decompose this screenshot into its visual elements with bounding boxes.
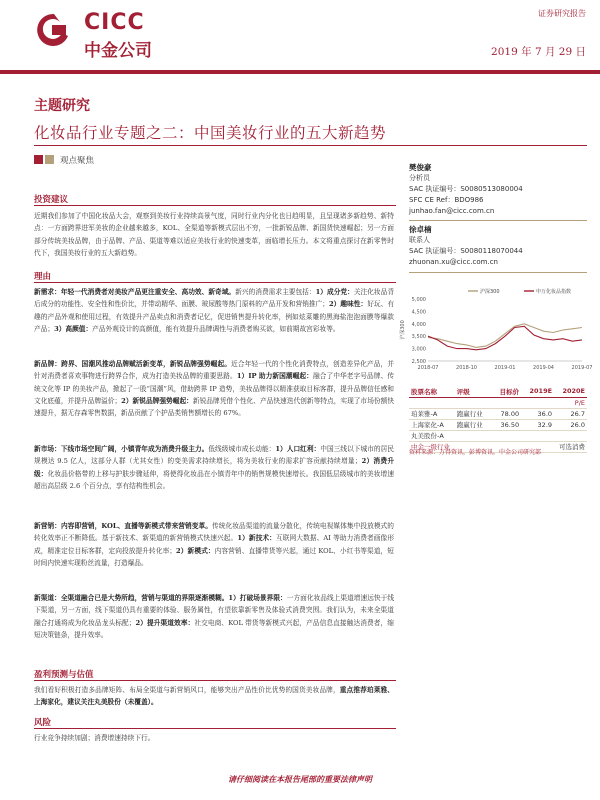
analyst-name: 樊俊豪: [409, 163, 432, 172]
reason-new-market: [34, 443, 394, 492]
table-cell: [492, 430, 521, 441]
reason-bold: 1）成分党：: [315, 288, 354, 296]
cicc-logo-mark: [34, 10, 74, 50]
reason-text: 新锐品牌凭借个性化、产品快速迭代创新等特点，实现了市场份额快速提升，据无存森零售数据，新品贡献了个护品类销售额增长的 67%。: [34, 396, 395, 418]
analyst-name: 徐卓楠: [409, 225, 432, 234]
tag-marker-gold: [45, 155, 54, 164]
investment-paragraph: 近期我们参加了中国化妆品大会，观察到美妆行业持续高景气度，同时行业内分化也日趋明显，且呈现诸多新趋势、新特点：一方面跨界进军美妆的企业越来越多，KOL、全渠道等新模式层出不穷，一批新锐品牌、新国货快速崛起；另一方面部分传统美妆品牌，由于品牌、产品、渠道等难以适应美妆行业的快速变革，面临增长压力。本文将重点探讨在新零售时代下，我国美妆行业的五大新趋势。: [34, 212, 394, 257]
section-heading-reasons: 理由: [34, 272, 52, 282]
forecast-text: 我们看好积极打造多品牌矩阵、布局全渠道与新营销风口，能够突出产品性价比优势的国货美妆品牌，: [34, 686, 340, 694]
section-heading-investment: 投资建议: [34, 195, 69, 205]
analyst-block-2: [409, 224, 523, 268]
legend-label: 沪深300: [480, 289, 500, 295]
reason-text: 新兴的消费需求主要包括：: [235, 288, 316, 296]
table-header-cell: 目标价: [492, 386, 521, 397]
analyst-sac: SAC 执证编号：S0080513080004: [409, 185, 523, 193]
table-cell: [455, 430, 492, 441]
y-tick-label: 2,500: [411, 359, 426, 365]
reason-bold: 1）新技术：: [237, 534, 276, 543]
section-heading-risk: 风险: [34, 718, 52, 728]
reason-bold: 1）IP 助力新国潮崛起：: [236, 372, 313, 381]
reason-text: 近合年轻一代的个性化消费特点，创造差异化产品，并针对消费者喜欢事物进行跨界合作，成为打造美妆品牌的重要思路。: [34, 360, 395, 381]
y-tick-label: 4,500: [411, 309, 426, 316]
table-header-row: [409, 386, 587, 397]
table-cell: 珀莱雅-A: [409, 408, 455, 419]
report-category: 主题研究: [34, 98, 90, 114]
table-cell: 32.9: [521, 419, 554, 430]
table-cell: [554, 430, 587, 441]
reason-bold: 新渠道：全渠道融合已是大势所趋，营销与渠道的界限逐渐模糊。1）打破场景界限：: [34, 594, 287, 602]
analyst-role: 分析员: [409, 174, 430, 182]
y-tick-label: 3,500: [411, 334, 426, 341]
legal-footer: 请仔细阅读在本报告尾部的重要法律声明: [228, 774, 372, 784]
tag-label: 观点聚焦: [60, 156, 95, 166]
table-header-cell: 2020E: [554, 386, 587, 397]
reason-bold: 新需求：年轻一代消费者对美妆产品更注重安全、高功效、新奇域。: [34, 288, 236, 296]
reason-text: 融合了中华老字号品牌、传统文化等 IP 的美妆产品，掀起了一股“国潮”风，借助跨界 IP 造势，美妆品牌得以精准获取目标客群，提升品牌信任感和文化底蕴，并提升品牌溢价；: [34, 372, 395, 405]
section-divider: [34, 205, 396, 206]
reason-text: 一方面化妆品线上渠道增速远快于线下渠道，另一方面，线下渠道仍具有重要的体验、服务属性，有望依靠新零售及体验式消费突围。我们认为，未来全渠道融合打通将成为化妆品龙头标配；: [34, 594, 395, 627]
legend-label: 申万化妆品指数: [536, 289, 572, 295]
x-tick-label: 2019-01: [494, 365, 516, 371]
x-tick-label: 2018-07: [417, 365, 439, 371]
reason-bold: 新营销：内容即营销，KOL、直播等新模式带来营销变革。: [34, 522, 213, 530]
table-row: [409, 419, 587, 430]
analyst-role: 联系人: [409, 236, 430, 244]
table-header-cell: 评级: [455, 386, 492, 397]
section-heading-forecast: 盈利预测与估值: [34, 670, 94, 680]
section-divider: [34, 680, 396, 681]
reason-text: 化妆品价格带的上移与护肤步骤延伸，将使得化妆品在小镇青年中的销售规模快速增长。我国低层级城市的美妆增速超出高层级 2.6 个百分点，享有结构性机会。: [34, 469, 395, 490]
reason-text: 内容营销、直播带货等兴起，通过 KOL、小红书等渠道，短时间内快速实现粉丝流量，打造爆品。: [34, 546, 394, 567]
x-tick-label: 2019-07: [571, 365, 593, 371]
table-cell: 跑赢行业: [455, 408, 492, 419]
forecast-bold: 重点推荐珀莱雅、上海家化，建议关注丸美股份（未覆盖）。: [34, 686, 394, 707]
reason-bold: 2）趣味性：: [329, 300, 368, 309]
risk-paragraph: 行业竞争持续加剧；消费增速持续下行。: [34, 734, 155, 742]
table-cell: 78.00: [492, 408, 521, 419]
reason-bold: 新市场：下线市场空间广阔，小镇青年成为消费升级主力。: [34, 445, 209, 453]
y-tick-label: 3,000: [411, 346, 426, 353]
analyst-email[interactable]: zhuonan.xu@cicc.com.cn: [409, 258, 498, 266]
reason-new-brand: [34, 358, 394, 419]
industry-label: 中金一级行业: [409, 441, 492, 452]
table-cell: 26.0: [554, 419, 587, 430]
table-cell: 36.50: [492, 419, 521, 430]
analyst-sac: SAC 执证编号：S0080118070044: [409, 247, 523, 255]
industry-value: 可选消费: [492, 441, 587, 452]
reason-text: 低线级城市成长动能：: [208, 445, 276, 453]
index-performance-chart: [398, 285, 593, 375]
reason-new-demand: [34, 286, 394, 335]
reason-text: 中国三线以下城市的居民规模达 9.5 亿人，这部分人群（尤其女性）的变美需求持续增长，将为美妆行业的需求扩容贡献持续增量；: [34, 445, 395, 466]
tag-marker-red: [34, 155, 43, 164]
y-axis-label: 沪深300: [400, 320, 406, 340]
header-divider: [0, 70, 600, 74]
reason-text: 互联网大数据、AI 等助力消费者画像形成，精准定位目标客群，定向投放提升转化率；: [34, 534, 395, 555]
y-tick-label: 4,000: [411, 321, 426, 328]
logo-text-cn: 中金公司: [84, 41, 152, 61]
logo-text-en: CICC: [84, 10, 145, 35]
table-cell: 跑赢行业: [455, 419, 492, 430]
section-divider: [34, 282, 396, 283]
reason-bold: 2）新模式：: [176, 546, 215, 555]
reason-text: 好玩、有趣的产品外观和使用过程，有效提升产品卖点和消费者记忆，促进销售提升转化率，例如炫菜雕的黑海盐泡泡面膜等爆款产品；: [34, 300, 395, 333]
report-date: 2019 年 7 月 29 日: [491, 46, 586, 58]
reason-text: 关注化妆品背后成分的功能性、安全性和性价比，并带动精华、面膜、玻尿酸等热门原料的产品开发和营销推广；: [34, 288, 395, 309]
x-tick-label: 2019-04: [533, 365, 554, 371]
analyst-divider: [409, 220, 587, 221]
reason-bold: 3）高颜值：: [54, 324, 93, 333]
reason-bold: 2）提升渠道效率：: [135, 618, 195, 627]
reason-bold: 1）人口红利：: [275, 445, 321, 453]
section-divider: [34, 728, 396, 729]
report-title: 化妆品行业专题之二：中国美妆行业的五大新趋势: [34, 124, 387, 142]
table-header-cell: 股票名称: [409, 386, 455, 397]
reason-text: 传统化妆品渠道的流量分散化，传统电视媒体集中投放模式的转化效率正不断降低。基于新技术、新渠道的新营销模式快速兴起。: [34, 522, 394, 543]
table-cell: 丸美股份-A: [409, 430, 455, 441]
table-header-cell: 2019E: [521, 386, 554, 397]
analyst-block-1: [409, 162, 523, 217]
table-subheader-row: [409, 397, 587, 408]
reason-text: 社交电商、KOL 带货等新模式兴起，产品信息直接触达消费者，缩短决策链条，提升效率。: [34, 618, 394, 639]
table-cell: [521, 430, 554, 441]
reason-bold: 新品牌：跨界、国潮风推动品牌赋活新变革，新锐品牌强势崛起。: [34, 360, 232, 368]
source-note: 资料来源：万得资讯，彭博资讯，中金公司研究部: [409, 449, 542, 456]
reason-new-marketing: [34, 520, 394, 569]
reason-bold: 2）新锐品牌强势崛起：: [121, 396, 193, 405]
document-type: 证券研究报告: [538, 9, 586, 18]
forecast-paragraph: [34, 684, 394, 709]
x-tick-label: 2018-10: [456, 365, 477, 371]
table-row: [409, 408, 587, 419]
table-cell: 36.0: [521, 408, 554, 419]
reason-new-channel: [34, 592, 394, 641]
table-cell: 26.7: [554, 408, 587, 419]
table-row: [409, 430, 587, 441]
reason-text: 产品外观设计的高颜值，能有效提升品牌调性与消费者购买欲，如前期故宫彩妆等。: [92, 324, 340, 333]
series-line-2: [428, 326, 582, 350]
table-subheader-cell: P/E: [521, 397, 587, 408]
table-cell: 上海家化-A: [409, 419, 455, 430]
y-tick-label: 5,000: [411, 297, 426, 303]
analyst-divider: [409, 272, 587, 273]
stock-rating-table: [409, 386, 587, 453]
analyst-email[interactable]: junhao.fan@cicc.com.cn: [409, 207, 495, 215]
reason-bold: 2）消费升级：: [34, 457, 395, 478]
title-divider: [34, 145, 587, 146]
analyst-sfc: SFC CE Ref：BDO986: [409, 196, 484, 204]
